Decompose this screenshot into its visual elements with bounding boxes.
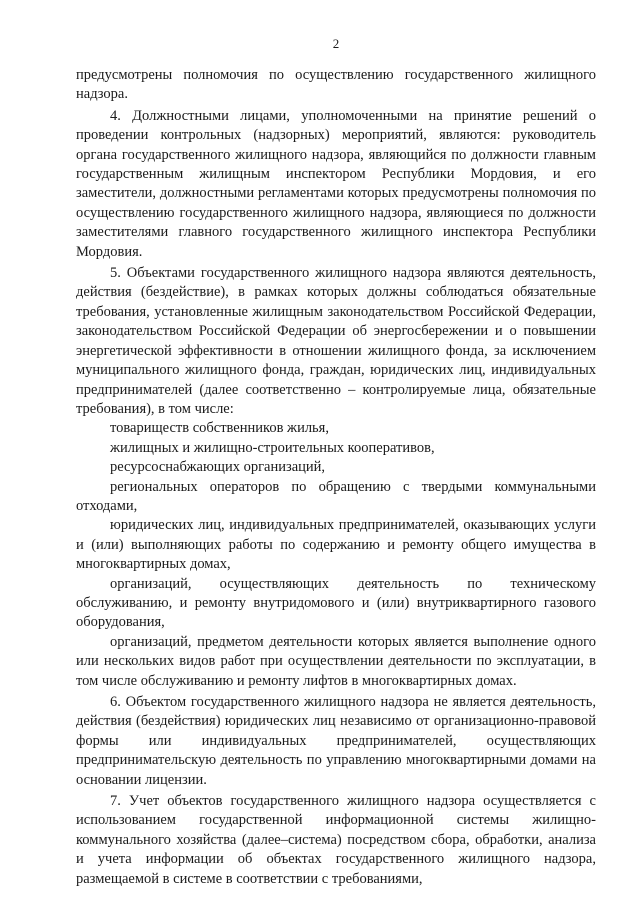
list-item: жилищных и жилищно-строительных кооперативов, [110,439,435,456]
paragraph-7-accounting: 7. Учет объектов государственного жилищного надзора осуществляется с использованием государственной информационной системы жилищно-коммунального хозяйства (далее–система) посредством сбора, обработки, анализа и учета информации об объектах государственного жилищного надзора, размещаемой в системе в соответствии с требованиями, [76,793,596,887]
document-page [76,36,596,889]
list-item: юридических лиц, индивидуальных предпринимателей, оказывающих услуги и (или) выполняющих работы по содержанию и ремонту общего имущества в многоквартирных домах, [76,517,596,573]
list-item: организаций, осуществляющих деятельность по техническому обслуживанию, и ремонту внутридомового и (или) внутриквартирного газового оборудования, [76,575,596,631]
page-number: 2 [332,36,340,51]
paragraph-6-exclusion: 6. Объектом государственного жилищного надзора не является деятельность, действия (бездействия) юридических лиц независимо от организационно-правовой формы или индивидуальных предпринимателей, осуществляющих предпринимательскую деятельность по управлению многоквартирными домами на основании лицензии. [76,694,596,788]
list-item: товариществ собственников жилья, [110,420,329,437]
list-item: ресурсоснабжающих организаций, [110,459,326,476]
paragraph-5-objects: 5. Объектами государственного жилищного надзора являются деятельность, действия (бездействие), в рамках которых должны соблюдаться обязательные требования, установленные жилищным законодательством Российской Федерации, законодательством Российской Федерации об энергосбережении и о повышении энергетической эффективности в отношении жилищного фонда, за исключением муниципального жилищного фонда, граждан, юридических лиц, индивидуальных предпринимателей (далее соответственно – контролируемые лица, обязательные требования), в том числе: [76,265,596,417]
list-item: региональных операторов по обращению с твердыми коммунальными отходами, [76,478,596,514]
list-item: организаций, предметом деятельности которых является выполнение одного или нескольких видов работ при осуществлении деятельности по эксплуатации, в том числе обслуживанию и ремонту лифтов в многоквартирных домах. [76,633,596,689]
paragraph-continuation: предусмотрены полномочия по осуществлению государственного жилищного надзора. [76,67,596,103]
paragraph-4-officials: 4. Должностными лицами, уполномоченными на принятие решений о проведении контрольных (надзорных) мероприятий, являются: руководитель органа государственного жилищного надзора, являющийся по должности главным государственным жилищным инспектором Республики Мордовия, и его заместители, должностными регламентами которых предусмотрены полномочия по осуществлению государственного жилищного надзора, являющиеся по должности заместителями главного государственного жилищного инспектора Республики Мордовия. [76,107,596,260]
